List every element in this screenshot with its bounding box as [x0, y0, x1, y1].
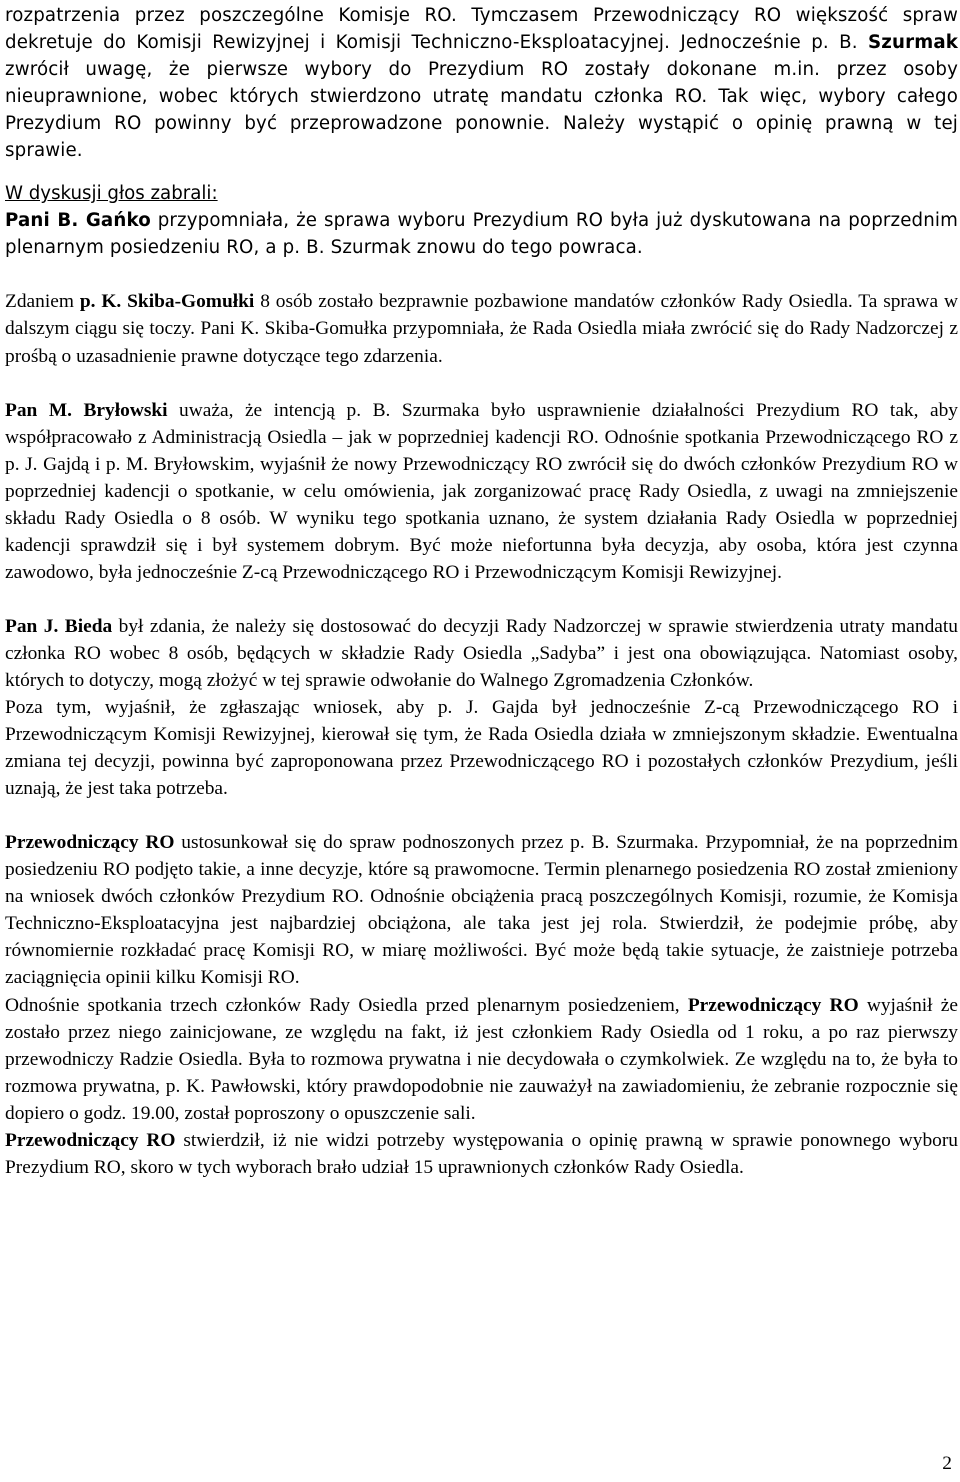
document-page [5, 2, 958, 1181]
bieda-paragraph-1: Pan J. Bieda był zdania, że należy się dostosować do decyzji Rady Nadzorczej w sprawie stwierdzenia utraty mandatu członka RO wobec 8 osób, będących w składzie Rady Osiedla „Sadyba” i jest ona obowiązująca. Natomiast osoby, których to dotyczy, mogą złożyć w tej sprawie odwołanie do Walnego Zgromadzenia Członków. [5, 615, 958, 691]
page-number: 2 [942, 1453, 952, 1474]
brylowski-paragraph: Pan M. Bryłowski uważa, że intencją p. B. Szurmaka było usprawnienie działalności Prezydium RO tak, aby współpracowało z Administracją Osiedla – jak w poprzedniej kadencji RO. Odnośnie spotkania Przewodniczącego RO z p. J. Gajdą i p. M. Bryłowskim, wyjaśnił że nowy Przewodniczący RO zwrócił się do dwóch członków Prezydium RO w poprzedniej kadencji o spotkanie, w celu omówienia, jak zorganizować pracę Rady Osiedla, z uwagi na zmniejszenie składu Rady Osiedla o 8 osób. W wyniku tego spotkania uznano, że system działania Rady Osiedla w poprzedniej kadencji sprawdził się i był systemem dobrym. Być może niefortunna była decyzja, aby osoba, która jest czynna zawodowo, była jednocześnie Z-cą Przewodniczącego RO i Przewodniczącym Komisji Rewizyjnej. [5, 399, 958, 583]
chair-paragraph-1: Przewodniczący RO ustosunkował się do spraw podnoszonych przez p. B. Szurmaka. Przypomniał, że na poprzednim posiedzeniu RO podjęto takie, a inne decyzje, które są prawomocne. Termin plenarnego posiedzenia RO został zmieniony na wniosek dwóch członków Prezydium RO. Odnośnie obciążenia pracą poszczególnych Komisji, rozumie, że Komisja Techniczno-Eksploatacyjna jest najbardziej obciążona, ale taka jest jej rola. Stwierdził, że podejmie próbę, aby równomiernie rozkładać pracę Komisji RO, w miarę możliwości. Być może będą takie sytuacje, że zaistnieje potrzeba zaciągnięcia opinii kilku Komisji RO. [5, 832, 958, 989]
skiba-paragraph: Zdaniem p. K. Skiba-Gomułki 8 osób zostało bezprawnie pozbawione mandatów członków Rady Osiedla. Ta sprawa w dalszym ciągu się toczy. Pani K. Skiba-Gomułka przypomniała, że Rada Osiedla miała zwrócić się do Rady Nadzorczej z prośbą o uzasadnienie prawne dotyczące tego zdarzenia. [5, 291, 958, 367]
discussion-heading: W dyskusji głos zabrali: [5, 183, 218, 205]
chair-paragraph-2: Odnośnie spotkania trzech członków Rady Osiedla przed plenarnym posiedzeniem, Przewodniczący RO wyjaśnił że zostało przez niego zainicjowane, ze względu na fakt, iż jest członkiem Rady Osiedla od 1 roku, a po raz pierwszy przewodniczy Radzie Osiedla. Była to rozmowa prywatna i nie decydowała o czymkolwiek. Ze względu na to, że była to rozmowa prywatna, p. K. Pawłowski, który prawdopodobnie nie zauważył na zawiadomieniu, że zebranie rozpocznie się dopiero o godz. 19.00, został poproszony o opuszczenie sali. [5, 994, 958, 1124]
chair-paragraph-3: Przewodniczący RO stwierdził, iż nie widzi potrzeby występowania o opinię prawną w sprawie ponownego wyboru Prezydium RO, skoro w tych wyborach brało udział 15 uprawnionych członków Rady Osiedla. [5, 1129, 958, 1178]
bieda-paragraph-2: Poza tym, wyjaśnił, że zgłaszając wniosek, aby p. J. Gajda był jednocześnie Z-cą Przewodniczącego RO i Przewodniczącym Komisji Rewizyjnej, kierował się tym, że Rada Osiedla działa w zmniejszonym składzie. Ewentualna zmiana tej decyzji, powinna być zaproponowana przez Przewodniczącego RO i pozostałych członków Prezydium, jeśli uznają, że jest taka potrzeba. [5, 697, 958, 800]
intro-paragraph: rozpatrzenia przez poszczególne Komisje RO. Tymczasem Przewodniczący RO większość spraw dekretuje do Komisji Rewizyjnej i Komisji Techniczno-Eksploatacyjnej. Jednocześnie p. B. Szurmak zwrócił uwagę, że pierwsze wybory do Prezydium RO zostały dokonane m.in. przez osoby nieuprawnione, wobec których stwierdzono utratę mandatu członka RO. Tak więc, wybory całego Prezydium RO powinny być przeprowadzone ponownie. Należy wystąpić o opinię prawną w tej sprawie. [5, 5, 958, 162]
ganko-paragraph: Pani B. Gańko przypomniała, że sprawa wyboru Prezydium RO była już dyskutowana na poprzednim plenarnym posiedzeniu RO, a p. B. Szurmak znowu do tego powraca. [5, 210, 958, 259]
